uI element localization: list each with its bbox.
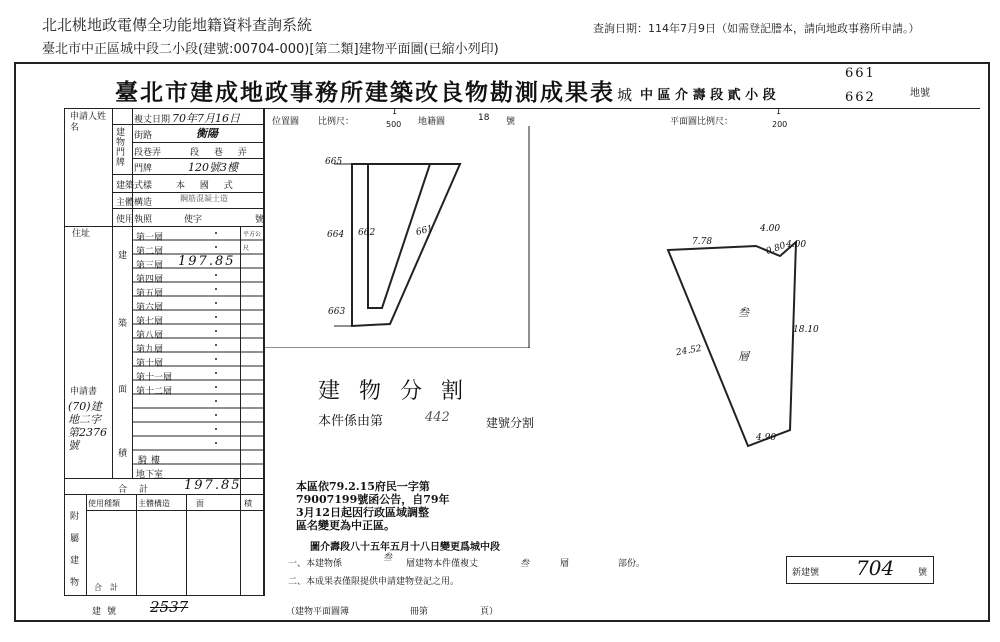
floor-area-char-3: 面 [118,385,128,395]
section-value: 段 巷 弄 [190,148,253,158]
floor-plan-scale-num: 1 [776,107,782,116]
division-number: 442 [425,410,450,425]
query-date: 查詢日期：114年7月9日（如需登記謄本，請向地政事務所申請。） [593,22,920,35]
building-style-value: 本 國 式 [176,181,239,191]
floor-label: 第五層 [136,289,164,299]
cadastral-suffix: 號 [506,117,516,127]
room-label-2: 層 [738,350,749,363]
dim-7-78: 7.78 [692,237,713,247]
note-1-floors: 叁 [383,553,393,563]
stamp-line: 79007199號函公告，自79年 [296,493,450,506]
floor-area-char-4: 積 [118,449,128,459]
note-1-floor: 叁 [520,559,530,569]
survey-date-label: 複丈日期 [134,115,171,125]
new-building-label: 新建號 [792,568,820,578]
dim-4-00-top: 4.00 [760,224,781,234]
row-line [112,124,264,125]
division-suffix: 建號分割 [486,416,535,430]
building-number-label: 建號 [92,607,123,617]
floor-grid [132,226,264,596]
floor-plan-drawing [640,220,820,450]
floor-label: 第十層 [136,359,164,369]
floor-plan-scale-label: 平面圖比例尺： [670,117,734,127]
total-value: 197.85 [184,478,242,493]
structure-value: 鋼筋混凝土造 [180,194,228,203]
row-line [64,494,264,495]
document-subtitle: 臺北市中正區城中段二小段(建號:00704-000)[第二類]建物平面圖(已縮小列印) [42,42,499,57]
title-section: 中 區 介 壽 段 貳 小 段 [640,88,776,103]
floor-plan-scale-den: 200 [772,120,788,129]
note-1-end: 層 [560,559,570,569]
lot-label-664: 664 [327,230,345,240]
floor-area-char-2: 築 [118,319,128,329]
location-scale-num: 1 [392,107,398,116]
note-1-tail: 部份。 [618,559,646,569]
floor-label: 第四層 [136,275,164,285]
footer-plan-book: （建物平面圖簿 [286,607,350,617]
col-line-3 [112,226,113,478]
dim-4-00-side: 4.00 [786,240,807,250]
new-building-value: 704 [856,556,895,580]
annex-total-label: 合計 [94,583,126,592]
annex-label: 附屬建物 [70,512,80,588]
note-2: 二、本成果表僅限提供申請建物登記之用。 [288,577,460,587]
administrative-stamp [296,480,450,532]
stamp-line: 區名變更為中正區。 [296,519,395,532]
cadastral-number: 18 [478,113,490,123]
dim-4-90: 4.90 [756,433,777,443]
section-label: 段巷弄 [134,148,162,158]
division-title: 建 物 分 割 [318,379,469,404]
title-city: 城 [617,86,633,104]
unit-label: 平方公尺 [243,231,262,252]
unit-column [243,228,261,256]
location-scale-label: 比例尺： [318,117,355,127]
location-map-label: 位置圖 [272,117,300,127]
cadastral-label: 地籍圖 [418,117,446,127]
building-number-value: 2537 [150,598,189,616]
document-title: 臺北市建成地政事務所建築改良物勘測成果表 [115,79,615,106]
floor3-area: 197.85 [178,254,236,269]
annex-header-structure: 主體構造 [138,499,170,508]
floor-label: 第七層 [136,317,164,327]
door-value: 120號3樓 [188,161,238,174]
application-doc-label: 申請書 [70,387,98,397]
row-line [112,174,264,175]
building-door-label: 建物門牌 [116,128,126,168]
structure-label: 主體構造 [116,198,153,208]
floor-label: 第六層 [136,303,164,313]
basement-label: 地下室 [136,470,164,480]
new-building-suffix: 號 [918,568,928,578]
floor-label: 第三層 [136,261,164,271]
footer-volume: 冊第 [410,607,429,617]
floor-label: 第十一層 [136,373,173,383]
dim-18-10: 18.10 [793,325,819,335]
dim-0-80: 0.80 [764,240,788,258]
col-line-1 [112,108,113,232]
location-scale-den: 500 [386,120,402,129]
stamp-line: 本區依79.2.15府民一字第 [296,480,430,493]
section-change-stamp: 圖介壽段八十五年五月十八日變更爲城中段 [310,542,500,553]
stamp-line: 3月12日起因行政區域調整 [296,506,429,519]
annex-header-area: 積 [244,499,252,508]
footer-page: 頁） [480,607,499,617]
lot-number-1: 661 [845,66,876,81]
system-title: 北北桃地政電傳全功能地籍資料查詢系統 [42,16,313,34]
lot-number-2: 662 [845,90,876,105]
use-value: 使字 號 [184,215,264,225]
floor-label: 第十二層 [136,387,173,397]
annex-header-face: 面 [196,499,204,508]
use-label: 使用執照 [116,215,153,225]
street-label: 街路 [134,131,153,141]
row-line [132,142,264,143]
lot-label-662: 662 [358,228,376,238]
balcony-label: 騎樓 [138,456,165,466]
building-style-label: 建築式樣 [116,181,153,191]
address-label: 住址 [72,229,91,239]
lot-label-665: 665 [325,157,343,167]
door-label: 門牌 [134,164,153,174]
note-1-mid: 層建物本件僅複丈 [406,559,479,569]
location-map-drawing [264,126,530,348]
room-label-1: 叁 [738,306,749,319]
floor-label: 第二層 [136,247,164,257]
survey-date-value: 70年7月16日 [172,112,240,125]
division-text: 本件係由第 [318,414,384,429]
dim-24-52: 24.52 [675,343,703,359]
note-1: 一、本建物係 [288,559,343,569]
total-label: 合計 [118,485,161,495]
row-line [86,510,264,511]
annex-header-use: 使用種類 [88,499,120,508]
lot-label-663: 663 [328,307,346,317]
row-line [112,208,264,209]
floor-label: 第八層 [136,331,164,341]
street-value: 衡陽 [196,127,218,140]
applicant-label: 申請人姓名 [70,112,107,133]
lot-label-661: 661 [414,223,435,239]
lot-suffix: 地號 [910,88,930,99]
floor-label: 第一層 [136,233,164,243]
application-doc-value: (70)建地二字第2376號 [68,400,107,452]
floor-label: 第九層 [136,345,164,355]
floor-area-char-1: 建 [118,251,128,261]
